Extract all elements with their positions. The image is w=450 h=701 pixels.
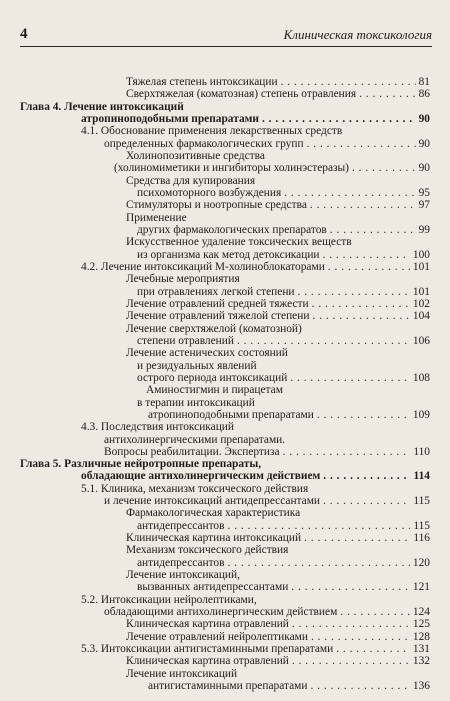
page-header <box>20 26 432 47</box>
toc-page-number: 125 <box>412 618 430 631</box>
toc-leader <box>283 446 411 458</box>
toc-line: и резидуальных явлений <box>137 359 257 372</box>
toc-entry-title: антидепрессантов <box>137 519 225 532</box>
toc-page-number: 81 <box>418 76 430 88</box>
toc-entry-title: атропиноподобными препаратами <box>81 113 259 125</box>
toc-entry <box>126 618 430 630</box>
toc-line: Лечение интоксикаций <box>126 667 238 680</box>
toc-page-number: 114 <box>413 470 430 483</box>
toc-entry-title: психомоторного возбуждения <box>137 186 282 199</box>
section-title: 5.2. Интоксикации нейролептиками, <box>81 593 257 606</box>
toc-entry <box>126 88 430 100</box>
toc-entry-title: Клиническая картина отравлений <box>126 618 289 631</box>
toc-entry-title: Вопросы реабилитации. Экспертиза <box>104 445 280 458</box>
toc-leader <box>323 470 410 482</box>
toc-entry <box>137 335 430 347</box>
toc-line: Лечение сверхтяжелой (коматозной) <box>126 322 302 335</box>
toc-entry-title: Стимуляторы и ноотропные средства <box>126 199 307 212</box>
toc-leader <box>328 261 410 273</box>
toc-line: Искусственное удаление токсических веществ <box>126 236 352 249</box>
toc-page-number: 124 <box>412 606 430 618</box>
toc-line: Аминостигмин и пирацетам <box>146 384 283 397</box>
toc-page-number: 121 <box>412 581 430 594</box>
section-title: 4.1. Обоснование применения лекарственных средств <box>81 125 343 138</box>
toc-entry-title: Лечение отравлений средней тяжести <box>126 297 309 310</box>
toc-leader <box>310 199 416 211</box>
toc-entry-title: атропиноподобными препаратами <box>148 408 314 421</box>
toc-entry-title: обладающие антихолинергическим действием <box>81 470 321 483</box>
toc-entry-title: антидепрессантов <box>137 556 225 569</box>
toc-leader <box>292 618 410 630</box>
toc-line: Механизм токсического действия <box>126 544 289 557</box>
toc-entry <box>104 606 430 618</box>
toc-entry <box>137 372 430 384</box>
toc-entry-title: острого периода интоксикаций <box>137 371 288 384</box>
toc-leader <box>336 643 410 655</box>
toc-line: Лечение интоксикаций, <box>126 569 240 582</box>
toc-entry <box>137 581 430 593</box>
toc-leader <box>330 224 416 236</box>
toc-entry-title: степени отравлений <box>137 334 234 347</box>
toc-leader <box>291 581 410 593</box>
toc-leader <box>317 409 410 421</box>
toc-page-number: 99 <box>418 223 430 236</box>
toc-entry-title: из организма как метод детоксикации <box>137 248 320 261</box>
toc-page-number: 97 <box>418 199 430 212</box>
toc-leader <box>292 655 410 667</box>
toc-page-number: 102 <box>412 297 430 310</box>
toc-leader <box>262 113 416 125</box>
toc-entry <box>81 113 430 125</box>
toc-entry <box>126 631 430 643</box>
toc-entry-title: 4.2. Лечение интоксикаций М-холиноблокаторами <box>81 260 325 273</box>
toc-page-number: 109 <box>412 408 430 421</box>
toc-page-number: 115 <box>413 495 430 508</box>
toc-page-number: 115 <box>413 519 430 532</box>
toc-entry <box>126 298 430 310</box>
toc-leader <box>312 298 410 310</box>
toc-leader <box>307 138 416 150</box>
toc-leader <box>304 532 410 544</box>
toc-page-number: 90 <box>418 113 430 125</box>
toc-entry <box>137 249 430 261</box>
toc-page-number: 86 <box>418 88 430 101</box>
toc-entry <box>81 261 430 273</box>
toc-leader <box>281 76 416 88</box>
toc-entry <box>137 286 430 298</box>
toc-entry-title: Тяжелая степень интоксикации <box>126 76 278 88</box>
toc-line: Лечебные мероприятия <box>126 273 240 286</box>
toc-entry <box>81 470 430 482</box>
toc-entry <box>126 655 430 667</box>
toc-entry <box>148 409 430 421</box>
toc-page-number: 95 <box>418 186 430 199</box>
toc-line: Фармакологическая характеристика <box>126 507 301 520</box>
toc-leader <box>311 631 410 643</box>
toc-entry <box>104 138 430 150</box>
toc-entry <box>126 532 430 544</box>
toc-line: Средства для купирования <box>126 174 256 187</box>
toc-leader <box>228 557 410 569</box>
toc-leader <box>310 680 409 692</box>
toc-page-number: 132 <box>412 655 430 668</box>
toc-entry <box>104 495 430 507</box>
toc-entry <box>126 199 430 211</box>
toc-entry-title: Сверхтяжелая (коматозная) степень отравления <box>126 88 357 101</box>
toc-entry-title: (холиномиметики и ингибиторы холинэстеразы) <box>114 162 349 175</box>
toc-line: Применение <box>126 211 187 224</box>
running-title: Клиническая токсикология <box>283 27 432 42</box>
toc-leader <box>237 335 410 347</box>
toc-page-number: 128 <box>412 630 430 643</box>
toc-entry-title: определенных фармакологических групп <box>104 137 304 150</box>
page-number: 4 <box>20 26 28 42</box>
toc-entry-title: других фармакологических препаратов <box>137 223 327 236</box>
toc-entry-title: Клиническая картина интоксикаций <box>126 532 302 545</box>
toc-entry <box>137 520 430 532</box>
toc-entry-title: при отравлениях легкой степени <box>137 285 295 298</box>
section-title: 4.3. Последствия интоксикаций <box>81 421 234 434</box>
section-title: 5.1. Клиника, механизм токсического действия <box>81 482 309 495</box>
toc-entry-title: антигистаминными препаратами <box>148 680 308 692</box>
toc-leader <box>228 520 411 532</box>
toc-leader <box>290 372 410 384</box>
toc-page-number: 108 <box>412 371 430 384</box>
toc-entry <box>104 446 430 458</box>
toc-line: Лечение астенических состояний <box>126 347 288 360</box>
toc-page-number: 131 <box>412 643 430 655</box>
toc-page-number: 104 <box>412 310 430 323</box>
toc-entry <box>137 224 430 236</box>
toc-page-number: 100 <box>412 248 430 261</box>
toc-entry <box>137 557 430 569</box>
toc-leader <box>323 249 410 261</box>
toc-leader <box>298 286 410 298</box>
toc-leader <box>312 310 409 322</box>
toc-page-number: 101 <box>412 260 430 273</box>
toc-line: Холинопозитивные средства <box>126 150 265 162</box>
toc-entry <box>148 680 430 692</box>
toc-leader <box>323 495 410 507</box>
toc-entry-title: и лечение интоксикаций антидепрессантами <box>104 495 321 508</box>
toc-entry <box>126 310 430 322</box>
toc-entry-title: Лечение отравлений нейролептиками <box>126 630 308 643</box>
toc-entry-title: Клиническая картина отравлений <box>126 655 289 668</box>
toc-leader <box>359 88 416 100</box>
toc-page-number: 136 <box>412 680 430 692</box>
toc-entry-title: Лечение отравлений тяжелой степени <box>126 310 310 323</box>
chapter-title: Глава 4. Лечение интоксикаций <box>20 100 184 113</box>
toc-line: в терапии интоксикаций <box>137 396 255 409</box>
toc-page-number: 90 <box>418 137 430 150</box>
toc-page-number: 90 <box>418 162 430 175</box>
toc-entry <box>81 643 430 655</box>
toc-page-number: 106 <box>412 334 430 347</box>
chapter-title: Глава 5. Различные нейротропные препараты, <box>20 458 262 471</box>
toc-leader <box>284 187 415 199</box>
toc-entry <box>114 162 430 174</box>
toc-page-number: 120 <box>412 556 430 569</box>
toc-entry-title: обладающими антихолинергическим действием <box>104 606 338 618</box>
toc-entry <box>126 76 430 88</box>
toc-leader <box>340 606 410 618</box>
toc-page-number: 110 <box>413 445 430 458</box>
toc-entry-title: вызванных антидепрессантами <box>137 581 289 594</box>
toc-page-number: 116 <box>413 532 430 545</box>
toc-page-number: 101 <box>412 285 430 298</box>
toc-entry-title: 5.3. Интоксикации антигистаминными препаратами <box>81 643 334 655</box>
toc-entry <box>137 187 430 199</box>
toc-line: антихолинергическими препаратами. <box>104 433 286 446</box>
toc-leader <box>352 162 416 174</box>
